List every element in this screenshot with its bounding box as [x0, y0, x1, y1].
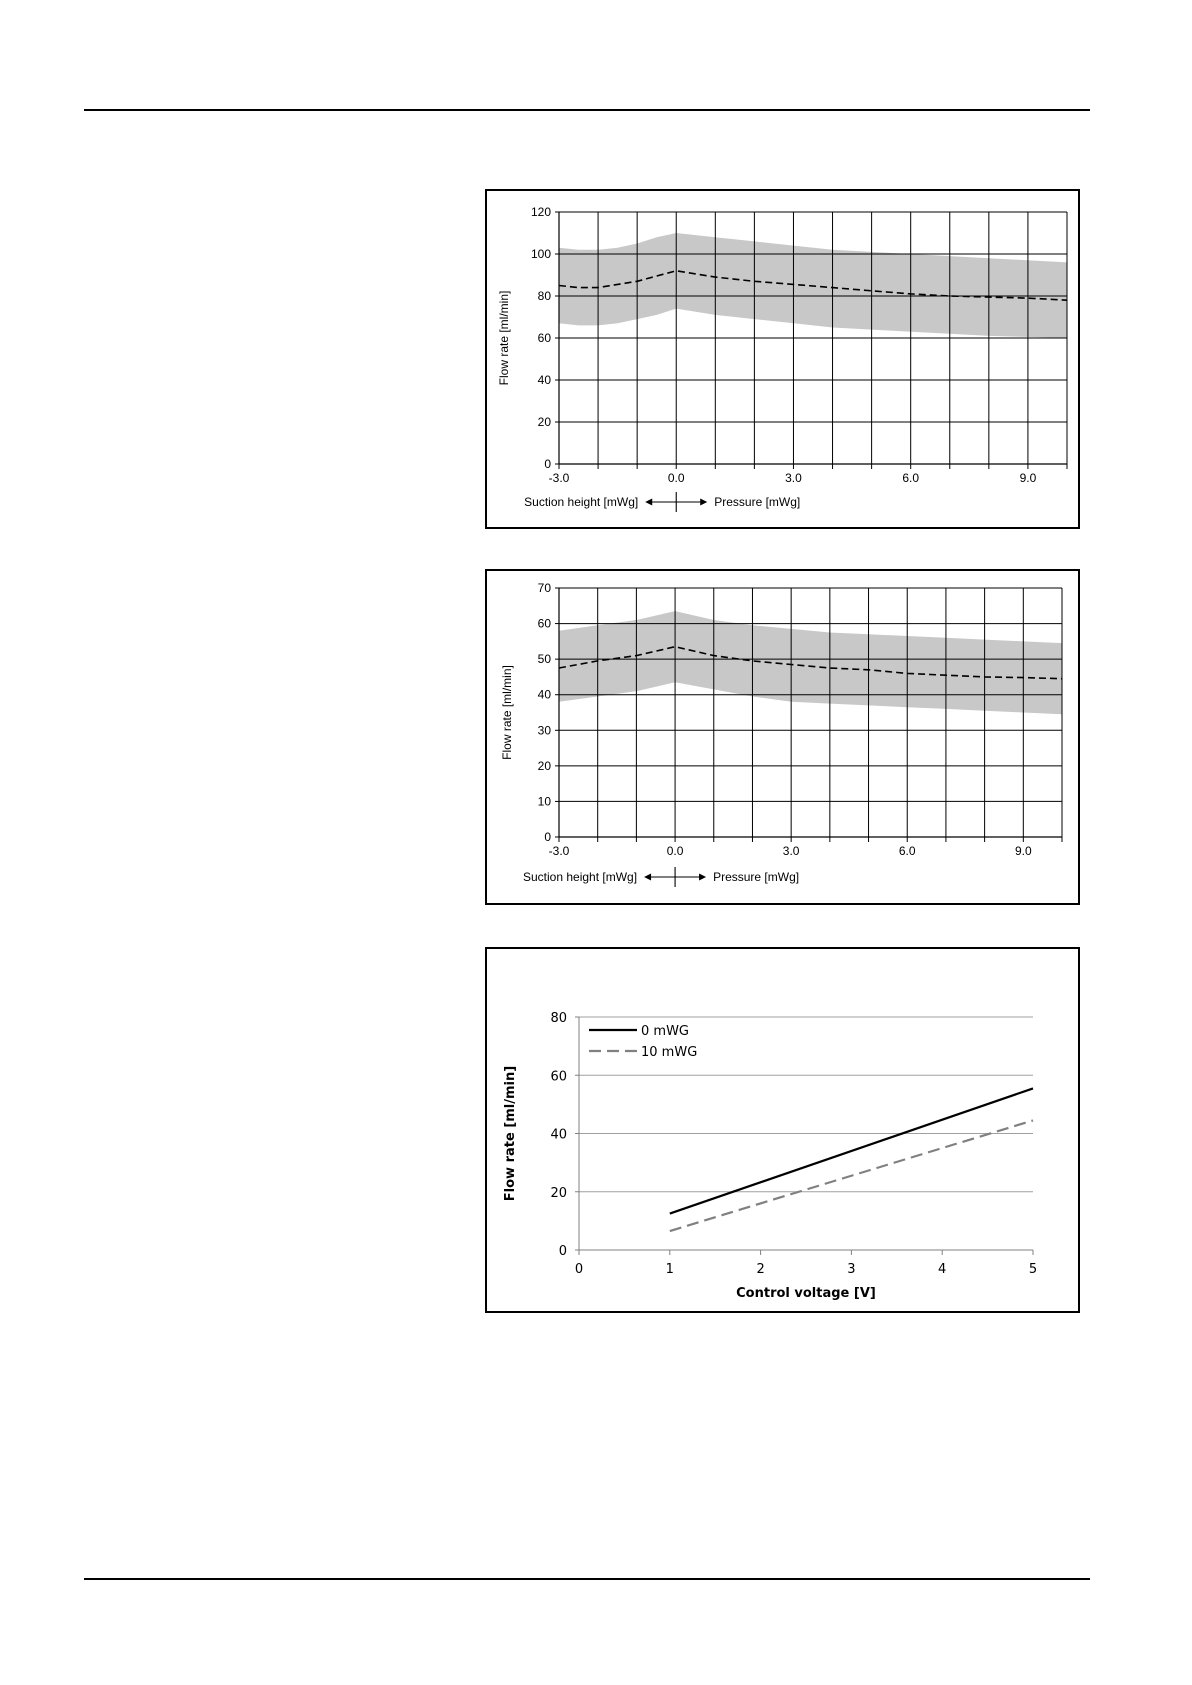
- x-tick-label: 0.0: [667, 471, 685, 485]
- y-tick-label: 40: [550, 1127, 567, 1143]
- series-line-1: [670, 1120, 1033, 1231]
- y-tick-label: 60: [537, 616, 551, 631]
- x-axis-title-right: Pressure [mWg]: [714, 495, 801, 509]
- y-tick-label: 70: [537, 581, 551, 595]
- y-tick-label: 80: [537, 289, 551, 303]
- arrow-right-icon: [699, 874, 706, 881]
- y-tick-label: 0: [544, 457, 551, 471]
- x-tick-label: 4: [938, 1262, 947, 1277]
- x-tick-label: 3: [847, 1262, 856, 1277]
- y-tick-label: 50: [537, 652, 551, 667]
- x-tick-label: 9.0: [1019, 471, 1037, 485]
- chart-3: [487, 949, 1078, 1311]
- x-tick-label: 3.0: [785, 471, 802, 485]
- y-axis-title: Flow rate [ml/min]: [497, 290, 511, 386]
- x-tick-label: 1: [665, 1262, 674, 1277]
- y-tick-label: 20: [550, 1185, 567, 1201]
- y-tick-label: 10: [537, 794, 551, 809]
- x-tick-label: 3.0: [782, 844, 800, 858]
- y-tick-label: 100: [530, 247, 551, 261]
- y-tick-label: 40: [537, 687, 551, 702]
- x-tick-label: 0.0: [666, 844, 684, 858]
- chart-3-frame: [485, 947, 1080, 1313]
- tolerance-band: [559, 611, 1062, 714]
- series-line-0: [670, 1088, 1033, 1213]
- x-tick-label: 2: [756, 1262, 765, 1277]
- chart-1: [487, 191, 1078, 527]
- x-tick-label: -3.0: [548, 471, 570, 485]
- x-tick-label: 0: [574, 1262, 584, 1277]
- y-tick-label: 0: [558, 1244, 567, 1259]
- chart-2-frame: [485, 569, 1080, 905]
- y-tick-label: 80: [550, 1011, 567, 1026]
- y-tick-label: 30: [537, 723, 551, 738]
- y-tick-label: 60: [537, 331, 551, 345]
- header-rule: [84, 109, 1090, 111]
- x-tick-label: 9.0: [1014, 844, 1032, 858]
- y-axis-title: Flow rate [ml/min]: [503, 1065, 518, 1202]
- y-tick-label: 20: [537, 415, 551, 429]
- chart-2: [487, 571, 1078, 903]
- y-tick-label: 120: [530, 205, 551, 219]
- arrow-left-icon: [645, 499, 652, 506]
- y-axis-title: Flow rate [ml/min]: [500, 665, 514, 760]
- x-tick-label: -3.0: [548, 844, 570, 858]
- x-axis-title-right: Pressure [mWg]: [713, 870, 800, 884]
- y-tick-label: 20: [537, 758, 551, 773]
- y-tick-label: 40: [537, 373, 551, 387]
- x-axis-title: Control voltage [V]: [736, 1286, 876, 1301]
- x-axis-title-left: Suction height [mWg]: [524, 495, 639, 509]
- y-tick-label: 60: [550, 1069, 567, 1085]
- x-axis-title-left: Suction height [mWg]: [523, 870, 638, 884]
- x-tick-label: 5: [1028, 1262, 1038, 1277]
- footer-rule: [84, 1578, 1090, 1580]
- x-tick-label: 6.0: [898, 844, 916, 858]
- legend-entry-1: 10 mWG: [641, 1045, 698, 1060]
- legend-entry-0: 0 mWG: [641, 1024, 689, 1039]
- arrow-right-icon: [700, 499, 707, 506]
- x-tick-label: 6.0: [902, 471, 920, 485]
- y-tick-label: 0: [544, 830, 551, 844]
- arrow-left-icon: [644, 874, 651, 881]
- chart-1-frame: [485, 189, 1080, 529]
